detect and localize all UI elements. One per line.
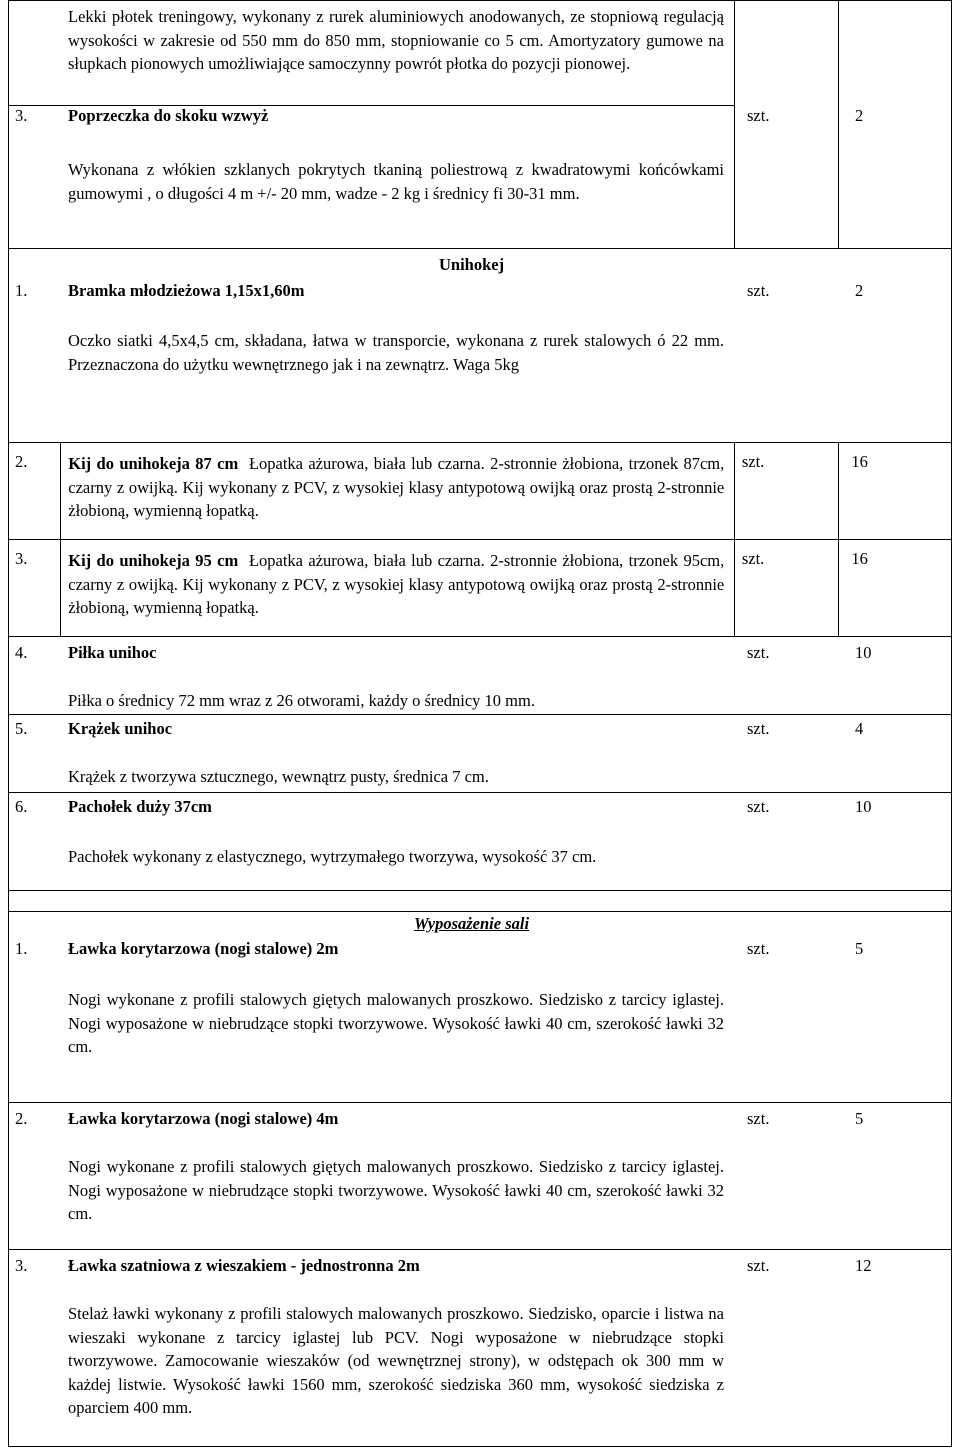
- item-number: 6.: [15, 797, 28, 816]
- item-quantity: 16: [851, 549, 868, 568]
- item-description: Łopatka ażurowa, biała lub czarna. 2-stronnie żłobiona, trzonek 95cm, czarny z owijką. Kij wykonany z PCV, z wysokiej klasy antypotową owijką oraz prostą 2-stronnie żłobioną, wymienną łopatką.: [68, 551, 725, 617]
- table-row: [9, 793, 952, 891]
- item-number: 1.: [15, 939, 28, 958]
- item-unit: szt.: [741, 452, 765, 471]
- item-quantity: 16: [851, 452, 868, 471]
- item-quantity: 12: [855, 1256, 872, 1275]
- item-description: Oczko siatki 4,5x4,5 cm, składana, łatwa w transporcie, wykonana z rurek stalowych ó 22 mm. Przeznaczona do użytku wewnętrznego jak i na zewnątrz. Waga 5kg: [68, 331, 724, 374]
- item-quantity: 4: [855, 719, 864, 738]
- item-quantity: 2: [855, 106, 864, 125]
- table-row: [9, 249, 952, 443]
- table-row: [9, 637, 952, 715]
- item-unit: szt.: [747, 1109, 770, 1128]
- item-title: Kij do unihokeja 87 cm: [68, 454, 239, 473]
- item-number: 3.: [15, 549, 28, 568]
- item-title: Ławka korytarzowa (nogi stalowe) 4m: [68, 1109, 339, 1128]
- item-unit: szt.: [747, 719, 770, 738]
- item-description: Nogi wykonane z profili stalowych giętych malowanych proszkowo. Siedzisko z tarcicy iglastej. Nogi wyposażone w niebrudzące stopki tworzywowe. Wysokość ławki 40 cm, szerokość ławki 32 cm.: [68, 1157, 724, 1223]
- table-row: [9, 912, 952, 1103]
- item-unit: szt.: [747, 643, 770, 662]
- item-quantity: 2: [855, 281, 864, 300]
- item-number: 4.: [15, 643, 28, 662]
- section-heading: Wyposażenie sali: [414, 914, 530, 933]
- item-title: Piłka unihoc: [68, 643, 157, 662]
- item-quantity: 5: [855, 939, 864, 958]
- item-number: 1.: [15, 281, 28, 300]
- item-title: Kij do unihokeja 95 cm: [68, 551, 239, 570]
- item-number: 5.: [15, 719, 28, 738]
- table-row: [9, 715, 952, 793]
- table-row: [9, 1250, 952, 1447]
- item-number: 3.: [15, 106, 28, 125]
- table-row: [9, 540, 952, 637]
- table-row: [9, 443, 952, 540]
- item-title: Bramka młodzieżowa 1,15x1,60m: [68, 281, 305, 300]
- item-unit: szt.: [747, 939, 770, 958]
- item-number: 2.: [15, 452, 28, 471]
- item-unit: szt.: [747, 106, 770, 125]
- item-title: Pachołek duży 37cm: [68, 797, 212, 816]
- item-unit: szt.: [747, 281, 770, 300]
- item-description: Piłka o średnicy 72 mm wraz z 26 otworami, każdy o średnicy 10 mm.: [68, 691, 535, 710]
- section-heading: Unihokej: [439, 255, 505, 274]
- item-title: Krążek unihoc: [68, 719, 173, 738]
- equipment-table: [8, 0, 952, 1447]
- item-unit: szt.: [747, 797, 770, 816]
- item-description: Lekki płotek treningowy, wykonany z rurek aluminiowych anodowanych, ze stopniową regulacją wysokości w zakresie od 550 mm do 850 mm, stopniowanie co 5 cm. Amortyzatory gumowe na słupkach pionowych umożliwiające samoczynny powrót płotka do pozycji pionowej.: [68, 7, 724, 73]
- item-description: Wykonana z włókien szklanych pokrytych tkaniną poliestrową z kwadratowymi końcówkami gumowymi , o długości 4 m +/- 20 mm, wadze - 2 kg i średnicy fi 30-31 mm.: [68, 160, 724, 203]
- item-title: Ławka korytarzowa (nogi stalowe) 2m: [68, 939, 339, 958]
- item-number: 2.: [15, 1109, 28, 1128]
- item-number: 3.: [15, 1256, 28, 1275]
- item-title: Poprzeczka do skoku wzwyż: [68, 106, 269, 125]
- table-row: [9, 1103, 952, 1250]
- item-title: Ławka szatniowa z wieszakiem - jednostronna 2m: [68, 1256, 420, 1275]
- item-quantity: 10: [855, 797, 872, 816]
- item-unit: szt.: [741, 549, 765, 568]
- table-row: [9, 891, 952, 912]
- table-row: [9, 1, 952, 106]
- item-unit: szt.: [747, 1256, 770, 1275]
- item-quantity: 5: [855, 1109, 864, 1128]
- item-description: Pachołek wykonany z elastycznego, wytrzymałego tworzywa, wysokość 37 cm.: [68, 847, 597, 866]
- item-description: Krążek z tworzywa sztucznego, wewnątrz pusty, średnica 7 cm.: [68, 767, 489, 786]
- item-description: Stelaż ławki wykonany z profili stalowych malowanych proszkowo. Siedzisko, oparcie i listwa na wieszaki wykonane z tarcicy iglastej lub PCV. Nogi wyposażone w niebrudzące stopki tworzywowe. Zamocowanie wieszaków (od wewnętrznej strony), w odstępach ok 300 mm w każdej listwie. Wysokość ławki 1560 mm, szerokość siedziska 360 mm, wysokość siedziska z oparciem 400 mm.: [68, 1304, 724, 1417]
- item-description: Łopatka ażurowa, biała lub czarna. 2-stronnie żłobiona, trzonek 87cm, czarny z owijką. Kij wykonany z PCV, z wysokiej klasy antypotową owijką oraz prostą 2-stronnie żłobioną, wymienną łopatką.: [68, 454, 725, 520]
- item-quantity: 10: [855, 643, 872, 662]
- item-description: Nogi wykonane z profili stalowych giętych malowanych proszkowo. Siedzisko z tarcicy iglastej. Nogi wyposażone w niebrudzące stopki tworzywowe. Wysokość ławki 40 cm, szerokość ławki 32 cm.: [68, 990, 724, 1056]
